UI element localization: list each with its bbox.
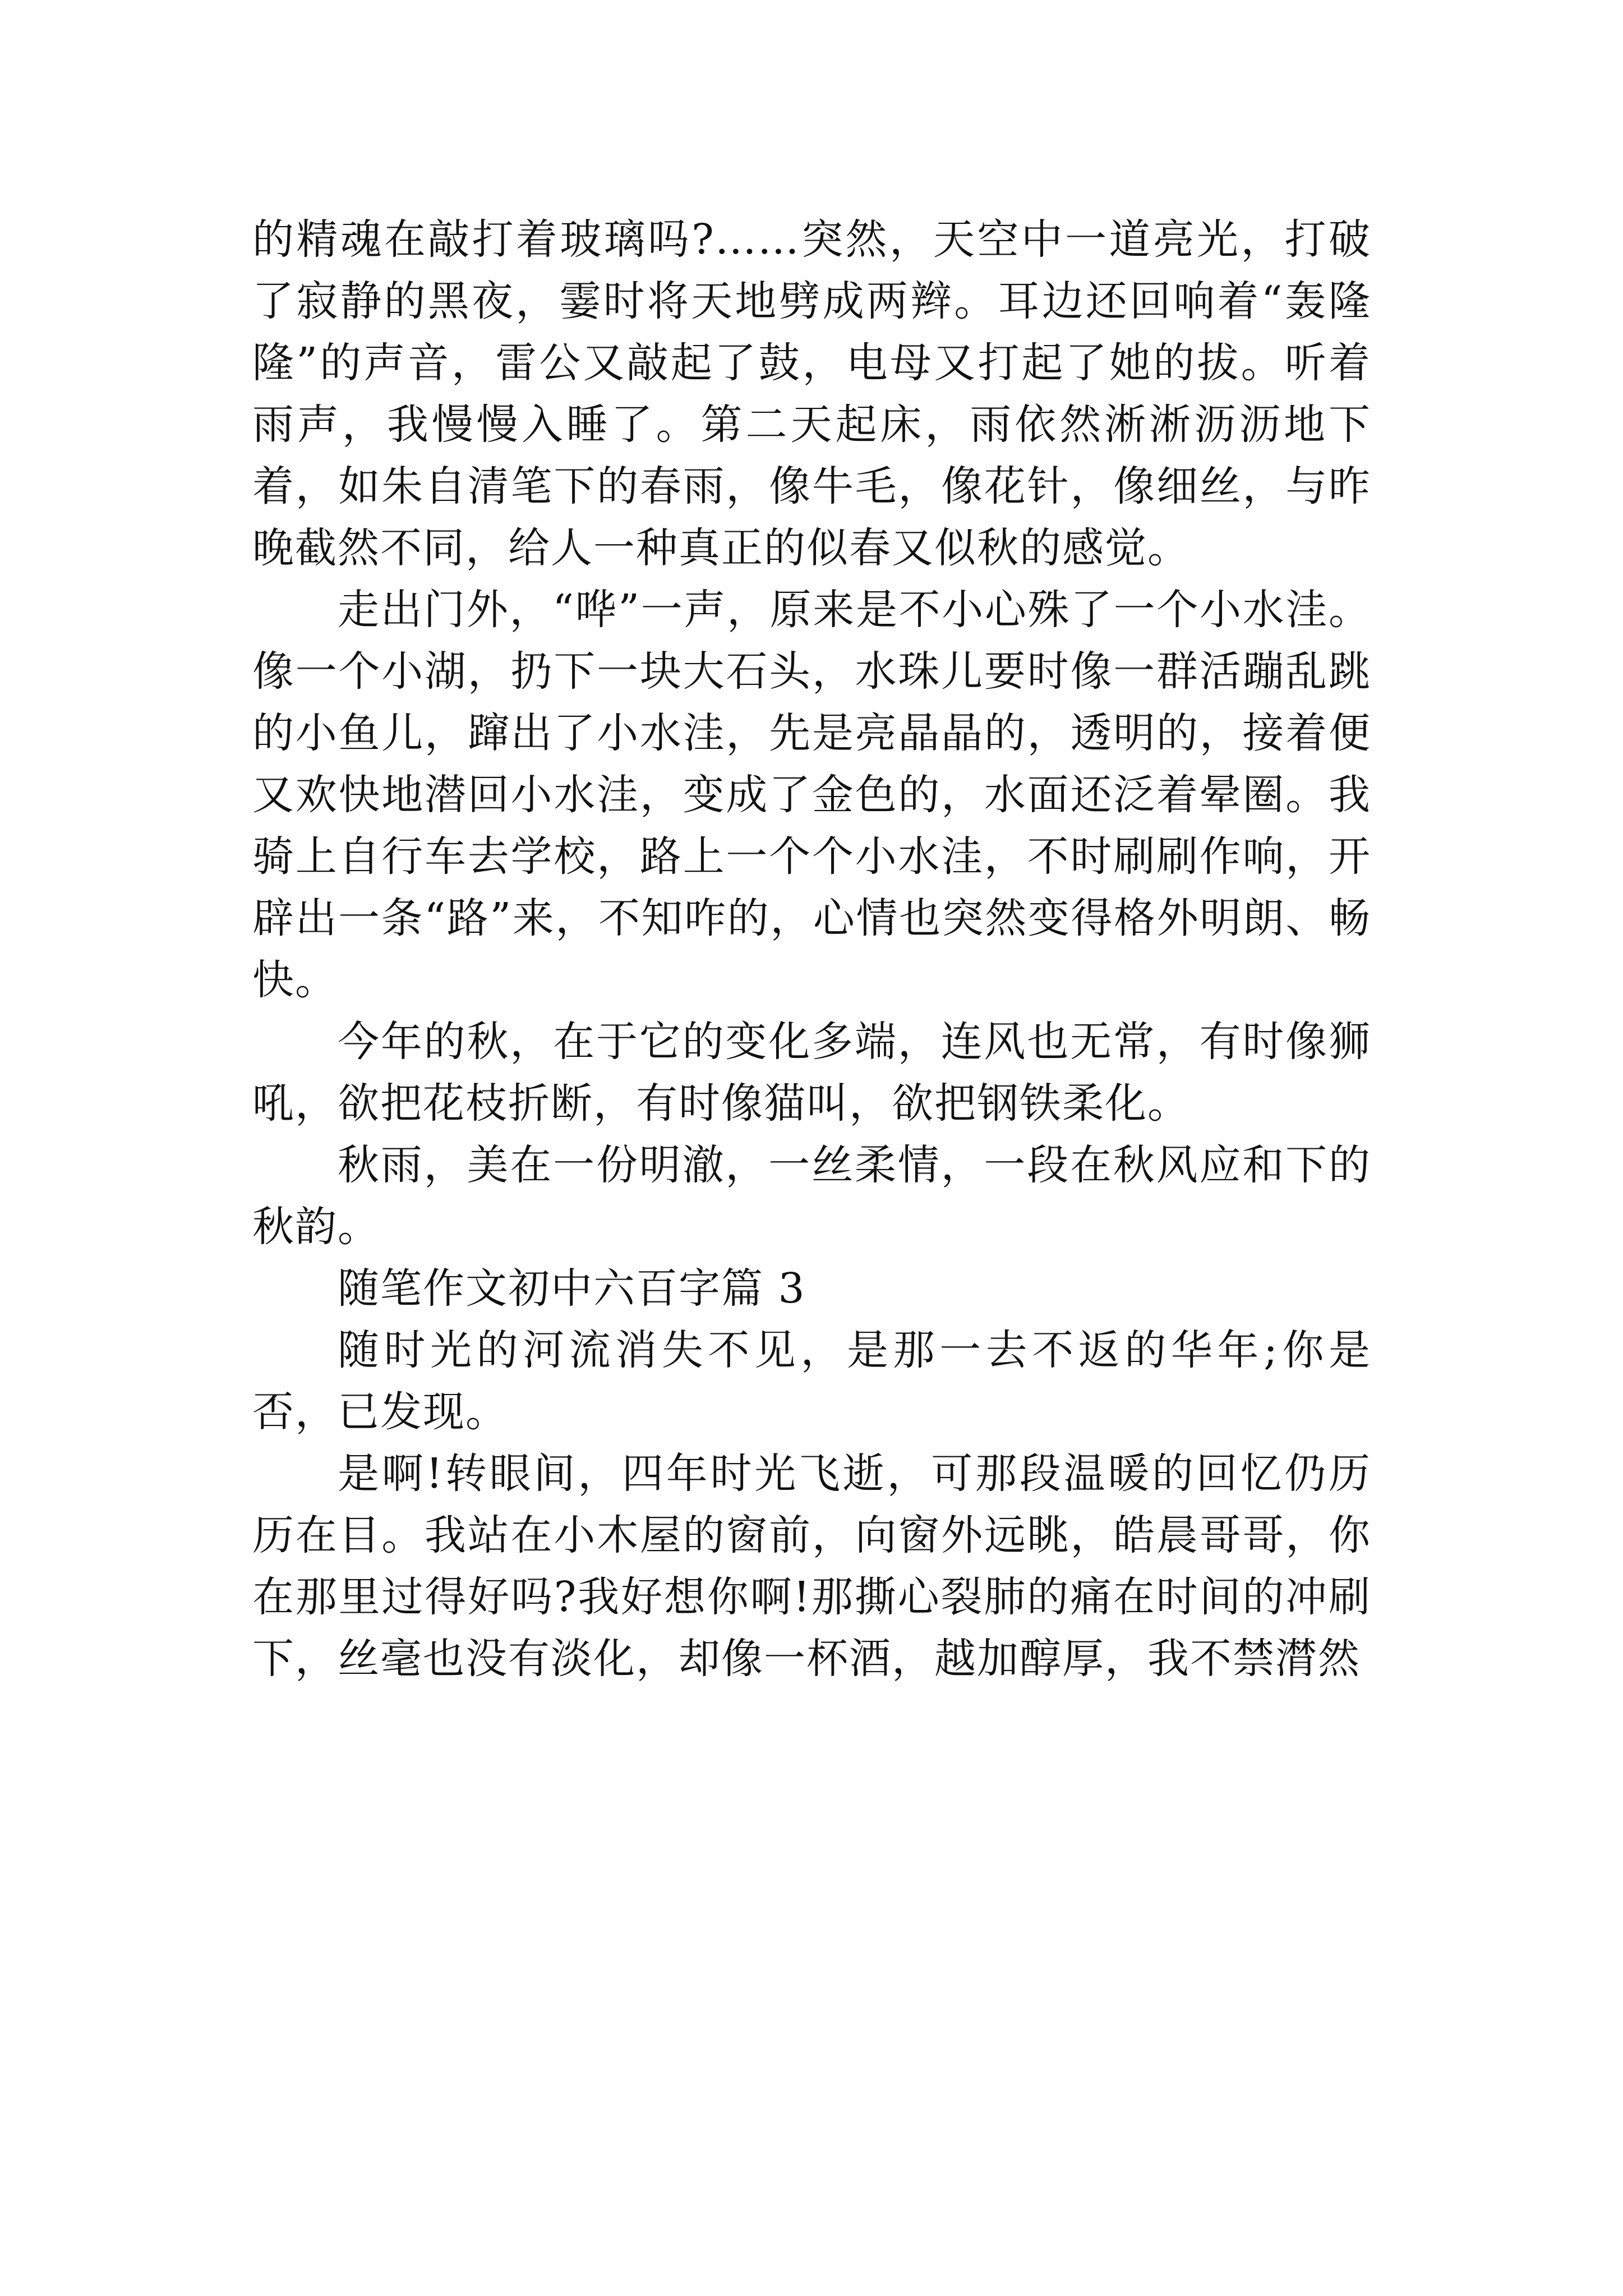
paragraph-6: 是啊!转眼间，四年时光飞逝，可那段温暖的回忆仍历历在目。我站在小木屋的窗前，向窗外远眺，皓晨哥哥，你在那里过得好吗?我好想你啊!那撕心裂肺的痛在时间的冲刷下，丝毫也没有淡化，却像一杯酒，越加醇厚，我不禁潸然 (252, 1450, 1371, 1683)
paragraph-1: 的精魂在敲打着玻璃吗?……突然，天空中一道亮光，打破了寂静的黑夜，霎时将天地劈成两辫。耳边还回响着“轰隆隆”的声音，雷公又敲起了鼓，电母又打起了她的拔。听着雨声，我慢慢入睡了。第二天起床，雨依然淅淅沥沥地下着，如朱自清笔下的春雨，像牛毛，像花针，像细丝，与昨晚截然不同，给人一种真正的似春又似秋的感觉。 (252, 215, 1371, 572)
section-heading: 随笔作文初中六百字篇 3 (338, 1264, 806, 1313)
paragraph-4: 秋雨，美在一份明澈，一丝柔情，一段在秋风应和下的秋韵。 (252, 1141, 1371, 1251)
paragraph-3: 今年的秋，在于它的变化多端，连风也无常，有时像狮吼，欲把花枝折断，有时像猫叫，欲把钢铁柔化。 (252, 1018, 1371, 1128)
paragraph-2: 走出门外，“哗”一声，原来是不小心殊了一个小水洼。像一个小湖，扔下一块大石头，水珠儿要时像一群活蹦乱跳的小鱼儿，蹿出了小水洼，先是亮晶晶的，透明的，接着便又欢快地潜回小水洼，变成了金色的，水面还泛着晕圈。我骑上自行车去学校，路上一个个小水洼，不时刷刷作响，开辟出一条“路”来，不知咋的，心情也突然变得格外明朗、畅快。 (252, 586, 1371, 1004)
document-body (252, 209, 1371, 1690)
paragraph-5: 随时光的河流消失不见，是那一去不返的华年;你是否，已发现。 (252, 1326, 1371, 1436)
